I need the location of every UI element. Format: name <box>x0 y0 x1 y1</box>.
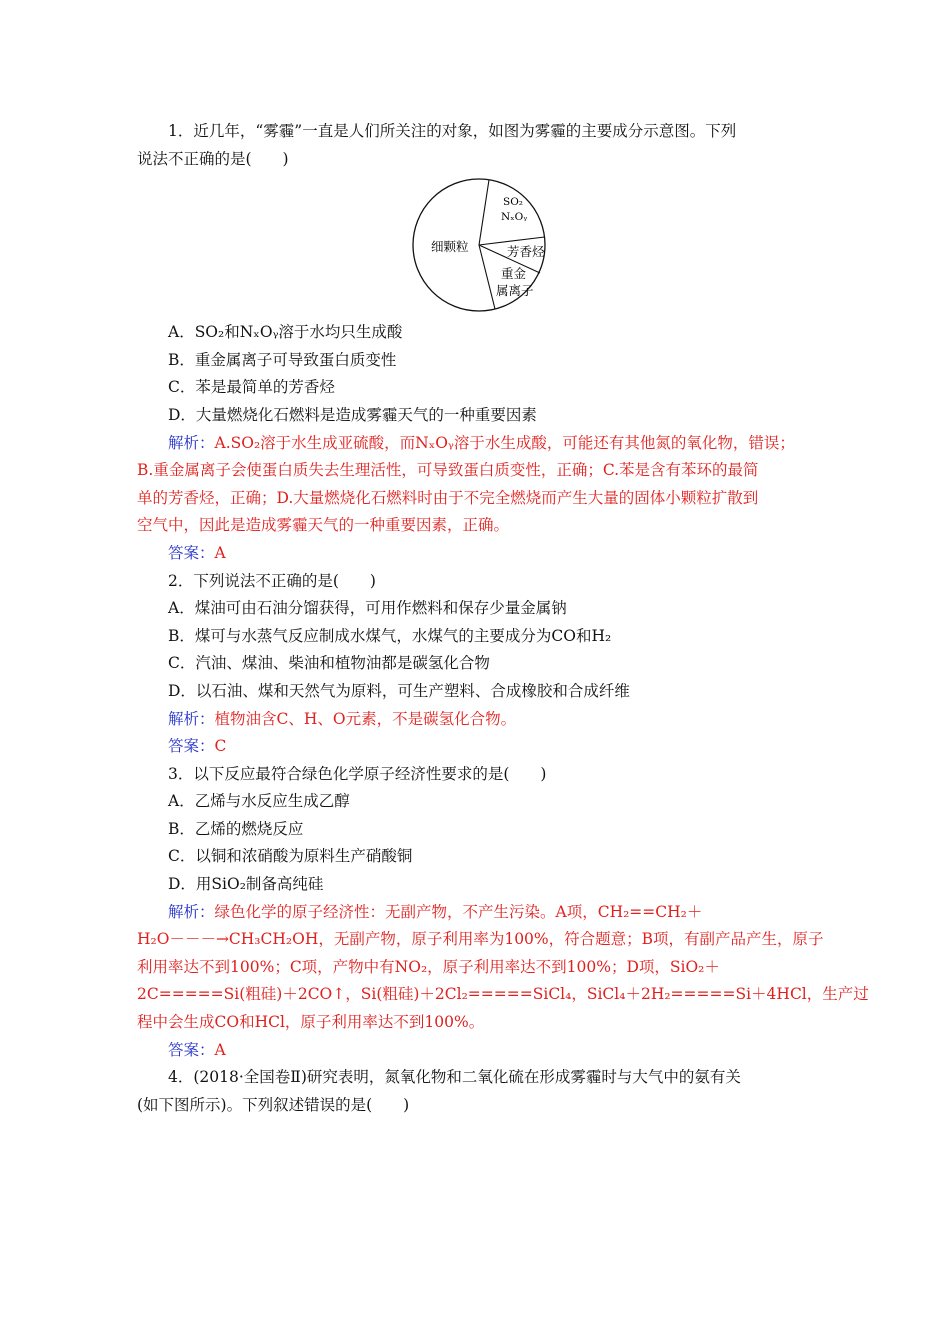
q2-option-b: B．煤可与水蒸气反应制成水煤气，水煤气的主要成分为CO和H₂ <box>168 626 612 645</box>
q3-analysis-line-3: 利用率达不到100%；C项，产物中有NO₂，原子利用率达不到100%；D项，SiO₂＋ <box>137 957 720 976</box>
q3-answer-value: A <box>214 1040 226 1059</box>
q3-analysis-text-1: 绿色化学的原子经济性：无副产物，不产生污染。A项，CH₂==CH₂＋ <box>214 902 703 921</box>
q1-answer-value: A <box>214 543 226 562</box>
q1-analysis-line-2: B.重金属离子会使蛋白质失去生理活性，可导致蛋白质变性，正确；C.苯是含有苯环的最简 <box>137 461 759 480</box>
q2-answer-label: 答案： <box>168 737 215 756</box>
pie-diagram <box>399 177 559 313</box>
q1-option-d: D．大量燃烧化石燃料是造成雾霾天气的一种重要因素 <box>168 405 537 424</box>
q1-answer-label: 答案： <box>168 543 215 562</box>
q1-analysis-text-1: A.SO₂溶于水生成亚硫酸，而NₓOᵧ溶于水生成酸，可能还有其他氮的氧化物，错误； <box>214 433 795 452</box>
q3-option-d: D．用SiO₂制备高纯硅 <box>168 875 324 894</box>
q1-analysis-label: 解析： <box>168 433 215 452</box>
slice-label-heavy-metal-1: 重金 <box>501 266 527 282</box>
q2-answer-value: C <box>214 737 227 756</box>
pie-divider-bottom <box>479 245 495 309</box>
q3-option-a: A．乙烯与水反应生成乙醇 <box>168 792 350 811</box>
q3-answer <box>137 1037 817 1065</box>
q4-stem-line-2: (如下图所示)。下列叙述错误的是( ) <box>137 1095 410 1114</box>
q1-answer <box>137 540 817 568</box>
q3-stem: 3．以下反应最符合绿色化学原子经济性要求的是( ) <box>168 764 547 783</box>
q1-analysis-line-3: 单的芳香烃，正确；D.大量燃烧化石燃料时由于不完全燃烧而产生大量的固体小颗粒扩散到 <box>137 488 759 507</box>
q2-stem: 2．下列说法不正确的是( ) <box>168 571 376 590</box>
q2-analysis-text: 植物油含C、H、O元素，不是碳氢化合物。 <box>214 709 517 728</box>
q1-option-b: B．重金属离子可导致蛋白质变性 <box>168 350 397 369</box>
slice-label-so2: SO₂ <box>503 196 524 209</box>
q3-analysis-line-2: H₂O－－－→CH₃CH₂OH，无副产物，原子利用率为100%，符合题意；B项，有副产品产生，原子 <box>137 930 824 949</box>
q2-option-a: A．煤油可由石油分馏获得，可用作燃料和保存少量金属钠 <box>168 599 567 618</box>
slice-label-heavy-metal-2: 属离子 <box>496 283 534 299</box>
q1-option-a: A．SO₂和NₓOᵧ溶于水均只生成酸 <box>168 323 403 342</box>
q2-analysis <box>137 706 817 734</box>
q4-stem-line-1: 4．(2018·全国卷Ⅱ)研究表明，氮氧化物和二氧化硫在形成雾霾时与大气中的氨有关 <box>168 1068 741 1087</box>
q1-analysis-line-1 <box>137 430 817 458</box>
q3-answer-label: 答案： <box>168 1040 215 1059</box>
q2-option-c: C．汽油、煤油、柴油和植物油都是碳氢化合物 <box>168 654 490 673</box>
document-page <box>137 118 869 1119</box>
q2-answer <box>137 733 817 761</box>
slice-label-fine-particles: 细颗粒 <box>431 239 469 255</box>
pie-divider-top <box>479 180 489 245</box>
q2-option-d: D．以石油、煤和天然气为原料，可生产塑料、合成橡胶和合成纤维 <box>168 681 630 700</box>
q3-analysis-line-5: 程中会生成CO和HCl，原子利用率达不到100%。 <box>137 1013 485 1032</box>
q3-analysis-line-1 <box>137 899 817 927</box>
q1-stem-line-1: 1．近几年，“雾霾”一直是人们所关注的对象，如图为雾霾的主要成分示意图。下列 <box>168 122 737 140</box>
slice-label-aromatic: 芳香烃 <box>507 244 545 260</box>
q2-analysis-label: 解析： <box>168 709 215 728</box>
q1-stem-line-2: 说法不正确的是( ) <box>137 149 289 168</box>
slice-label-nxoy: NₓOᵧ <box>501 211 528 224</box>
q3-option-b: B．乙烯的燃烧反应 <box>168 819 304 838</box>
q3-option-c: C．以铜和浓硝酸为原料生产硝酸铜 <box>168 847 413 866</box>
q3-analysis-line-4: 2C=====Si(粗硅)＋2CO↑，Si(粗硅)＋2Cl₂=====SiCl₄，SiCl₄＋2H₂=====Si＋4HCl，生产过 <box>137 985 869 1004</box>
q1-option-c: C．苯是最简单的芳香烃 <box>168 378 335 397</box>
q3-analysis-label: 解析： <box>168 902 215 921</box>
q1-analysis-line-4: 空气中，因此是造成雾霾天气的一种重要因素，正确。 <box>137 516 510 535</box>
smog-composition-pie-figure <box>137 177 817 313</box>
